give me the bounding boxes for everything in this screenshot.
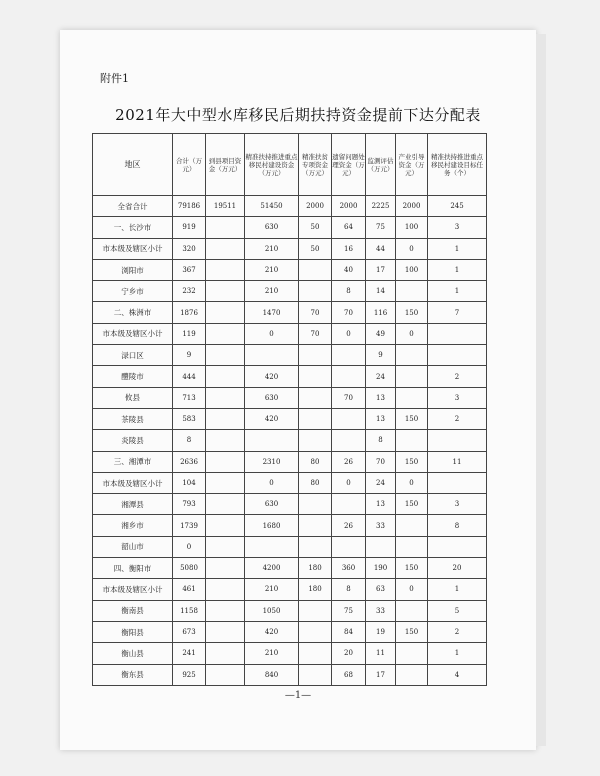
table-cell: 3 [428,217,487,238]
table-cell: 5080 [173,558,206,579]
region-cell: 攸县 [93,387,173,408]
document-title: 2021年大中型水库移民后期扶持资金提前下达分配表 [115,106,481,124]
table-cell: 20 [332,643,366,664]
table-cell [206,217,245,238]
table-cell [299,643,332,664]
region-cell: 茶陵县 [93,408,173,429]
table-cell: 70 [366,451,396,472]
table-cell: 100 [396,259,428,280]
table-cell: 13 [366,494,396,515]
table-cell [396,664,428,685]
table-cell: 190 [366,558,396,579]
table-cell [299,430,332,451]
table-cell: 241 [173,643,206,664]
table-cell [428,536,487,557]
table-cell: 4200 [245,558,299,579]
table-cell [428,472,487,493]
region-cell: 市本级及辖区小计 [93,323,173,344]
region-cell: 一、长沙市 [93,217,173,238]
table-cell [396,515,428,536]
table-cell: 13 [366,408,396,429]
table-cell: 1739 [173,515,206,536]
table-cell [396,643,428,664]
table-cell: 793 [173,494,206,515]
table-cell: 63 [366,579,396,600]
table-cell [396,387,428,408]
table-cell: 40 [332,259,366,280]
table-cell [396,366,428,387]
table-cell [206,238,245,259]
table-cell: 1 [428,259,487,280]
table-cell: 80 [299,472,332,493]
page-edge [536,34,546,746]
table-cell [396,600,428,621]
table-cell: 367 [173,259,206,280]
table-cell: 51450 [245,196,299,217]
table-cell: 70 [299,323,332,344]
table-cell [206,536,245,557]
table-cell: 2 [428,408,487,429]
table-cell: 320 [173,238,206,259]
table-cell [332,345,366,366]
table-row [93,430,487,451]
region-cell: 二、株洲市 [93,302,173,323]
table-cell [299,494,332,515]
region-cell: 市本级及辖区小计 [93,472,173,493]
table-cell [299,387,332,408]
table-cell: 17 [366,664,396,685]
table-cell: 919 [173,217,206,238]
table-cell [206,408,245,429]
table-row [93,281,487,302]
table-row [93,302,487,323]
table-cell: 1 [428,281,487,302]
table-cell [245,345,299,366]
table-cell: 0 [332,472,366,493]
table-cell: 9 [366,345,396,366]
table-cell: 19 [366,621,396,642]
table-cell: 673 [173,621,206,642]
table-cell: 630 [245,387,299,408]
table-row [93,238,487,259]
table-cell: 180 [299,558,332,579]
table-row [93,536,487,557]
table-cell: 68 [332,664,366,685]
table-row [93,515,487,536]
table-cell: 2310 [245,451,299,472]
table-cell: 64 [332,217,366,238]
column-header-industry-guidance-funds: 产业引导资金（万元） [396,134,428,196]
table-row [93,643,487,664]
table-cell: 840 [245,664,299,685]
table-cell: 150 [396,558,428,579]
table-cell: 8 [173,430,206,451]
table-row [93,494,487,515]
table-cell: 8 [366,430,396,451]
table-cell: 70 [299,302,332,323]
table-cell [299,536,332,557]
table-cell: 1 [428,643,487,664]
table-cell [396,281,428,302]
table-cell: 444 [173,366,206,387]
table-cell [206,558,245,579]
table-cell: 420 [245,621,299,642]
table-cell: 49 [366,323,396,344]
table-cell: 119 [173,323,206,344]
table-cell: 245 [428,196,487,217]
table-cell [245,536,299,557]
region-cell: 衡东县 [93,664,173,685]
table-cell: 0 [245,323,299,344]
table-cell: 0 [396,579,428,600]
column-header-county-project-funds: 到县项目资金（万元） [206,134,245,196]
table-cell [206,323,245,344]
table-cell: 104 [173,472,206,493]
table-row [93,451,487,472]
table-cell: 11 [428,451,487,472]
table-cell [299,600,332,621]
table-cell [332,536,366,557]
table-cell: 1050 [245,600,299,621]
table-cell: 33 [366,600,396,621]
table-cell: 210 [245,238,299,259]
table-cell [299,366,332,387]
table-cell: 630 [245,494,299,515]
table-cell: 2636 [173,451,206,472]
page-number: —1— [284,690,312,701]
table-cell [428,430,487,451]
table-cell: 150 [396,451,428,472]
table-row [93,664,487,685]
table-cell: 44 [366,238,396,259]
table-cell: 360 [332,558,366,579]
region-cell: 全省合计 [93,196,173,217]
table-row [93,387,487,408]
table-cell [206,366,245,387]
column-header-key-village-targets: 精准扶持推进重点移民村建设目标任务（个） [428,134,487,196]
table-cell: 150 [396,494,428,515]
table-cell [332,366,366,387]
table-cell [206,387,245,408]
table-cell: 1876 [173,302,206,323]
region-cell: 湘乡市 [93,515,173,536]
table-row [93,196,487,217]
table-cell [206,643,245,664]
table-cell: 0 [245,472,299,493]
annex-label: 附件1 [100,72,129,85]
table-cell: 4 [428,664,487,685]
table-cell: 9 [173,345,206,366]
table-cell: 5 [428,600,487,621]
table-cell: 70 [332,387,366,408]
table-cell: 2000 [299,196,332,217]
table-cell: 20 [428,558,487,579]
table-cell: 713 [173,387,206,408]
column-header-poverty-special-funds: 精准扶贫专项资金（万元） [299,134,332,196]
table-cell: 3 [428,387,487,408]
table-cell [396,345,428,366]
table-cell: 70 [332,302,366,323]
table-cell: 79186 [173,196,206,217]
table-cell: 210 [245,579,299,600]
table-cell [206,345,245,366]
table-cell [396,430,428,451]
table-cell: 210 [245,259,299,280]
table-cell: 1 [428,238,487,259]
table-cell: 33 [366,515,396,536]
table-row [93,259,487,280]
table-cell: 1680 [245,515,299,536]
region-cell: 市本级及辖区小计 [93,238,173,259]
table-cell: 0 [396,238,428,259]
table-row [93,472,487,493]
table-cell [206,515,245,536]
table-cell: 11 [366,643,396,664]
table-cell: 1 [428,579,487,600]
table-cell: 925 [173,664,206,685]
table-cell [428,323,487,344]
table-cell [332,494,366,515]
table-cell [206,472,245,493]
table-row [93,345,487,366]
region-cell: 四、衡阳市 [93,558,173,579]
table-cell: 2 [428,366,487,387]
table-cell [206,259,245,280]
table-cell [366,536,396,557]
table-cell: 232 [173,281,206,302]
table-cell: 180 [299,579,332,600]
region-cell: 市本级及辖区小计 [93,579,173,600]
table-cell: 2 [428,621,487,642]
allocation-table [92,133,487,686]
region-cell: 宁乡市 [93,281,173,302]
table-cell [299,345,332,366]
table-cell [299,408,332,429]
table-cell: 19511 [206,196,245,217]
table-cell [299,515,332,536]
table-row [93,621,487,642]
table-cell [206,430,245,451]
table-cell: 0 [173,536,206,557]
table-cell [206,451,245,472]
table-cell: 13 [366,387,396,408]
table-cell [299,259,332,280]
table-cell: 100 [396,217,428,238]
table-cell: 150 [396,408,428,429]
region-cell: 醴陵市 [93,366,173,387]
table-cell: 8 [332,579,366,600]
column-header-monitoring-evaluation: 监测评估（万元） [366,134,396,196]
table-cell: 80 [299,451,332,472]
table-cell: 0 [396,472,428,493]
region-cell: 衡南县 [93,600,173,621]
table-row [93,579,487,600]
table-cell [206,664,245,685]
table-cell [299,621,332,642]
table-cell: 75 [332,600,366,621]
table-cell: 461 [173,579,206,600]
table-cell: 75 [366,217,396,238]
table-row [93,408,487,429]
table-cell: 1470 [245,302,299,323]
region-cell: 三、湘潭市 [93,451,173,472]
table-cell [396,536,428,557]
table-cell: 210 [245,281,299,302]
table-cell: 2225 [366,196,396,217]
table-cell: 630 [245,217,299,238]
table-cell: 3 [428,494,487,515]
region-cell: 炎陵县 [93,430,173,451]
table-cell [299,281,332,302]
table-cell: 8 [428,515,487,536]
table-cell: 420 [245,408,299,429]
table-cell [332,430,366,451]
table-cell: 16 [332,238,366,259]
table-row [93,558,487,579]
table-cell: 2000 [396,196,428,217]
column-header-region: 地区 [93,134,173,196]
table-cell: 583 [173,408,206,429]
table-cell: 150 [396,302,428,323]
table-cell: 420 [245,366,299,387]
table-cell [299,664,332,685]
table-cell [206,302,245,323]
table-row [93,600,487,621]
table-cell: 1158 [173,600,206,621]
table-cell: 84 [332,621,366,642]
table-row [93,217,487,238]
table-cell: 0 [332,323,366,344]
table-cell: 26 [332,451,366,472]
table-cell: 150 [396,621,428,642]
region-cell: 衡山县 [93,643,173,664]
table-row [93,366,487,387]
table-cell: 2000 [332,196,366,217]
region-cell: 浏阳市 [93,259,173,280]
table-cell: 14 [366,281,396,302]
table-cell [206,494,245,515]
table-cell: 17 [366,259,396,280]
table-header-row [93,134,487,196]
table-cell: 0 [396,323,428,344]
table-cell [206,600,245,621]
region-cell: 韶山市 [93,536,173,557]
region-cell: 衡阳县 [93,621,173,642]
column-header-legacy-issue-funds: 遗留问题处理资金（万元） [332,134,366,196]
table-row [93,323,487,344]
table-cell [206,281,245,302]
table-cell [206,579,245,600]
column-header-key-village-funds: 精准扶持推进重点移民村建设资金（万元） [245,134,299,196]
table-cell: 210 [245,643,299,664]
table-cell: 24 [366,472,396,493]
region-cell: 渌口区 [93,345,173,366]
table-body [93,196,487,686]
table-cell: 8 [332,281,366,302]
column-header-total: 合计（万元） [173,134,206,196]
table-cell: 50 [299,238,332,259]
table-cell: 116 [366,302,396,323]
table-cell [428,345,487,366]
table-cell: 50 [299,217,332,238]
table-cell [332,408,366,429]
region-cell: 湘潭县 [93,494,173,515]
table-cell: 7 [428,302,487,323]
table-cell: 24 [366,366,396,387]
table-cell [245,430,299,451]
table-cell: 26 [332,515,366,536]
table-cell [206,621,245,642]
